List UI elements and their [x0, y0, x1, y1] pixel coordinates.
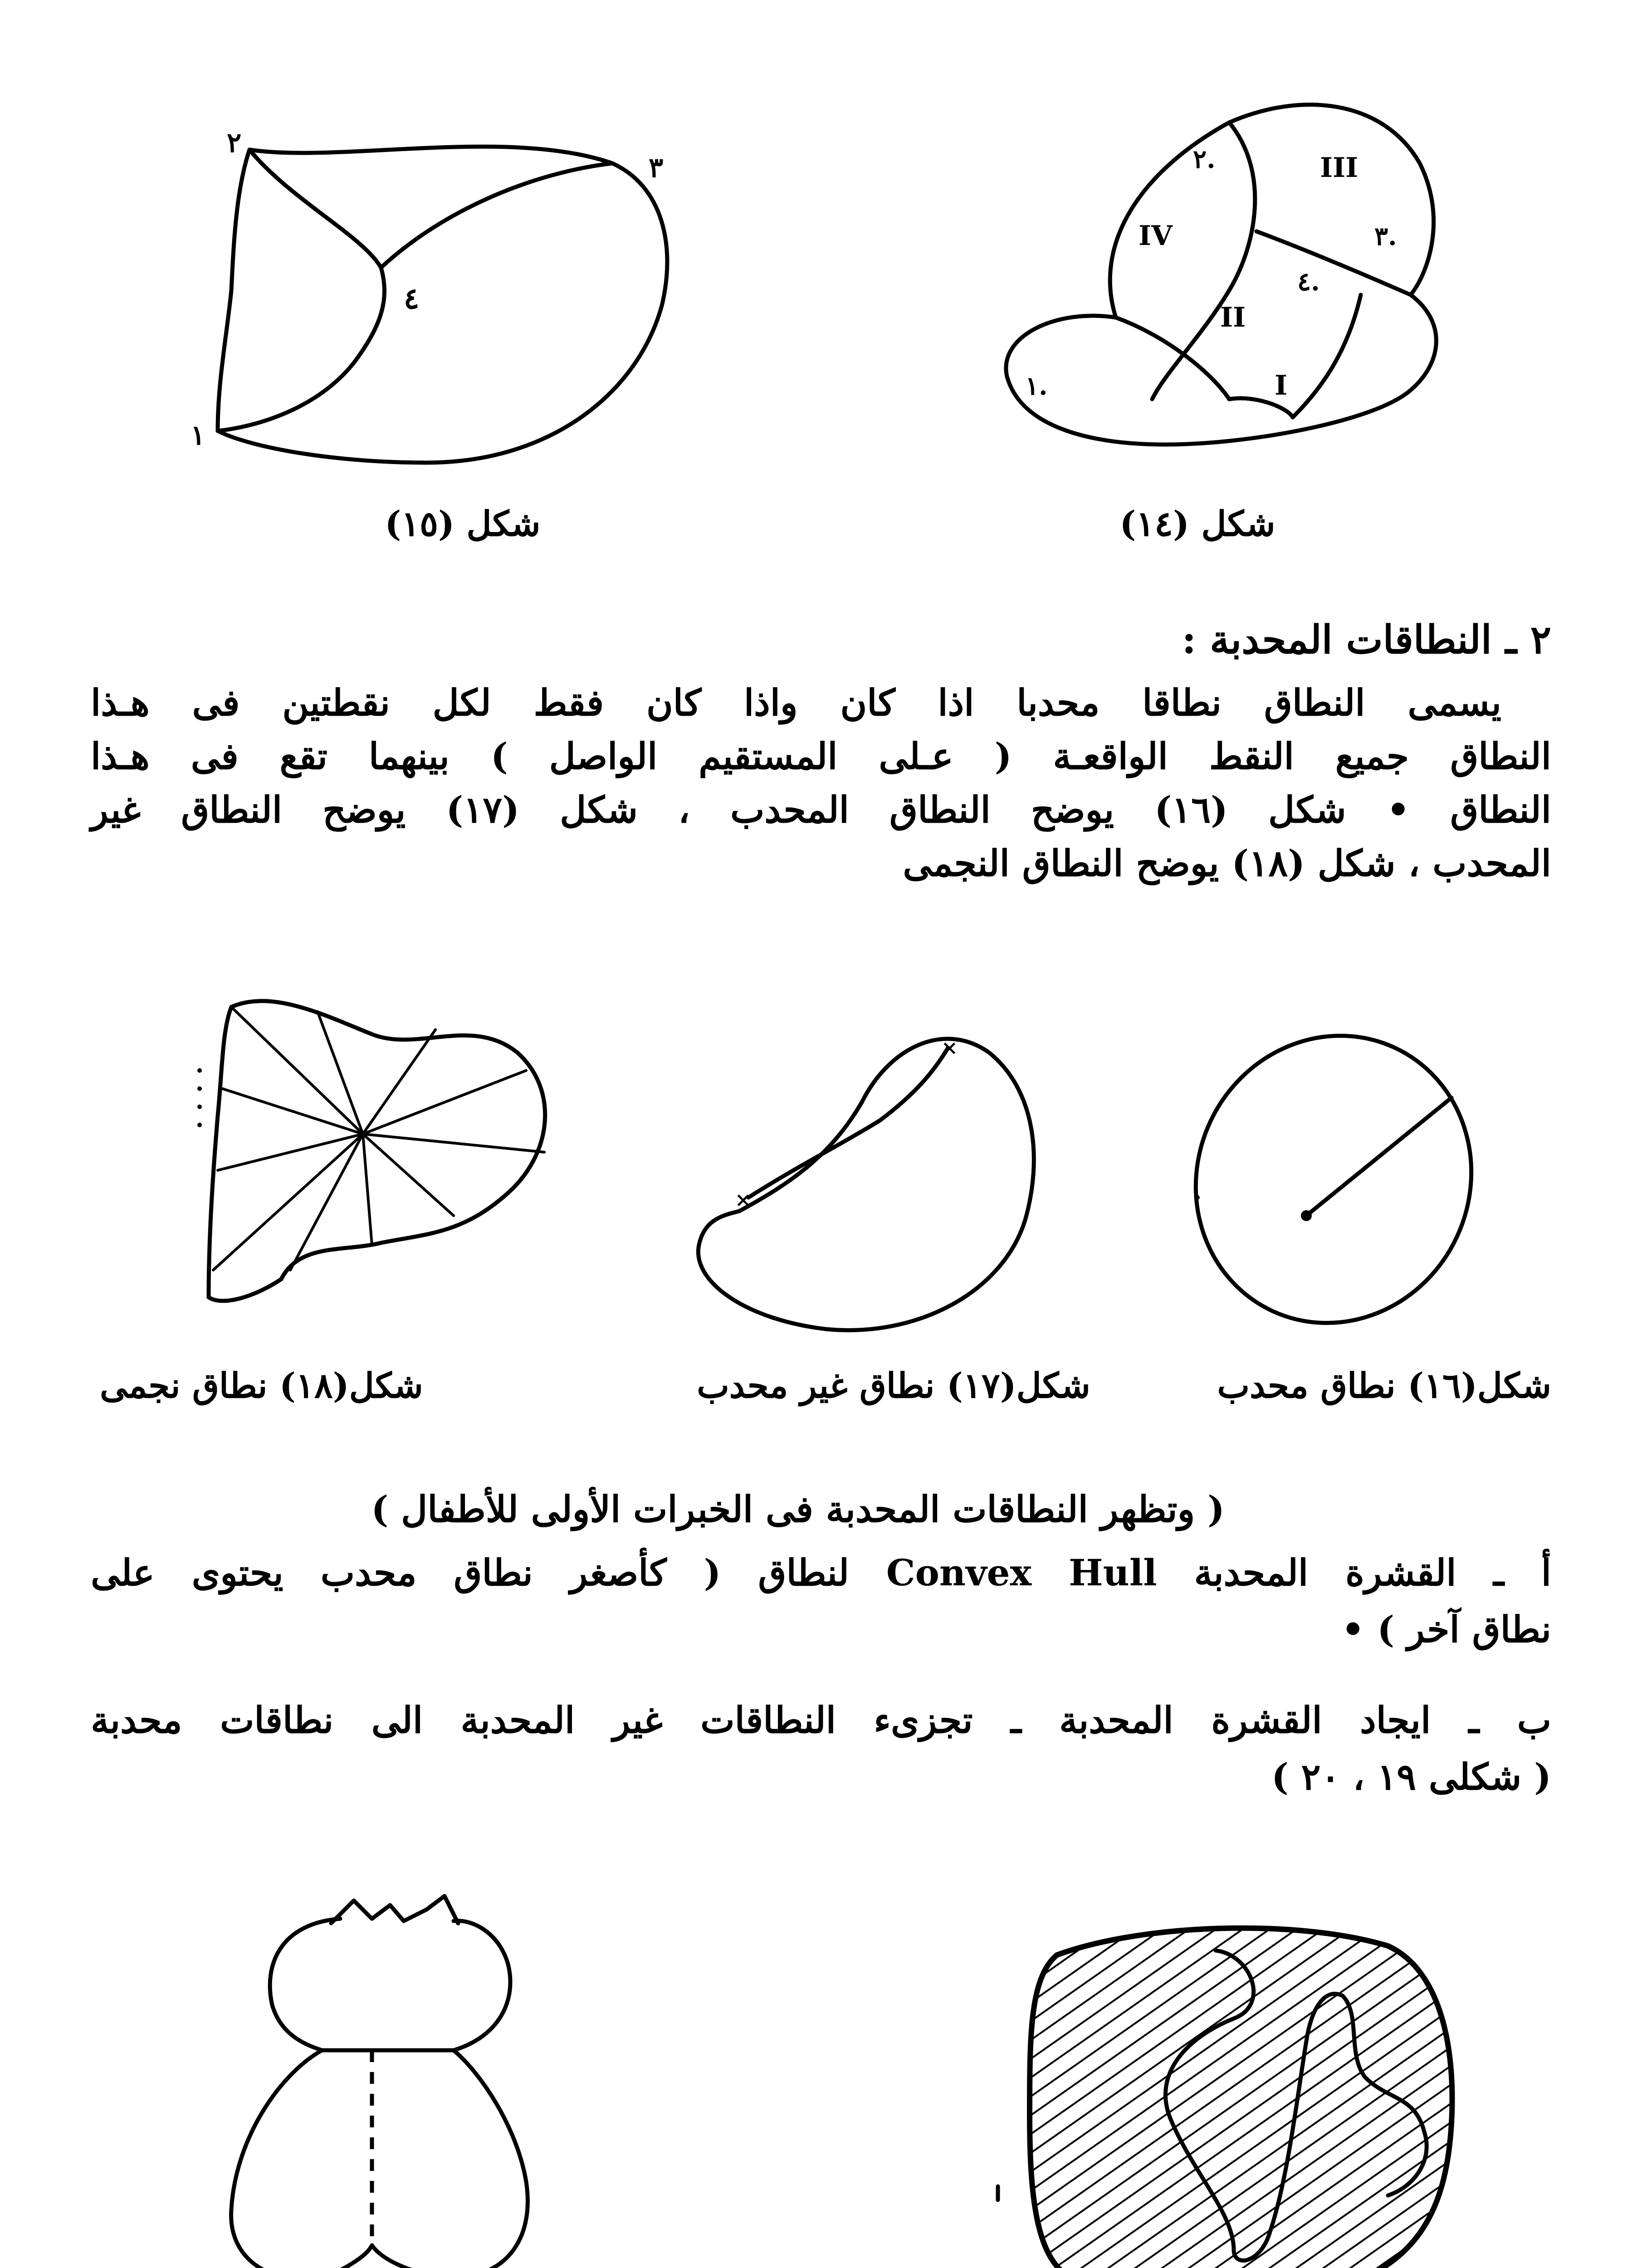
fig15-label-4: ٤ [404, 282, 420, 316]
fig14-label-2: ٢. [1193, 144, 1216, 174]
item-a-after: لنطاق ( كأصغر نطاق محدب يحتوى على [91, 1551, 849, 1594]
fig14-label-III: III [1320, 152, 1359, 184]
figure-14-diagram [975, 82, 1474, 472]
figure-18-diagram [181, 980, 590, 1325]
figure-18-caption: شكل(١٨) نطاق نجمى [100, 1365, 423, 1406]
fig15-label-3: ٣ [649, 152, 664, 184]
item-b-line-1: ب ـ ايجاد القشرة المحدبة ـ تجزىء النطاقات غير المحدبة الى نطاقات محدبة [91, 1699, 1551, 1741]
fig14-label-4: ٤. [1297, 267, 1320, 297]
fig14-label-IV: IV [1139, 220, 1173, 252]
paragraph-line-4: المحدب ، شكل (١٨) يوضح النطاق النجمى [903, 842, 1551, 885]
figure-17-caption: شكل(١٧) نطاق غير محدب [697, 1365, 1090, 1406]
figure-15-caption: شكل (١٥) [385, 503, 541, 544]
item-a-before: أ ـ القشرة المحدبة [1194, 1551, 1551, 1594]
paragraph-line-1: يسمى النطاق نطاقا محدبا اذا كان واذا كان فقط لكل نقطتين فى هـذا [91, 681, 1501, 724]
paragraph-line-3: النطاق • شكل (١٦) يوضح النطاق المحدب ، شكل (١٧) يوضح النطاق غير [91, 788, 1552, 831]
section-paragraph [91, 676, 1551, 890]
children-note: ( وتظهر النطاقات المحدبة فى الخبرات الأولى للأطفال ) [371, 1488, 1225, 1530]
fig17-point-marker-left: × [735, 1188, 752, 1212]
item-b-line-2: ( شكلى ١٩ ، ٢٠ ) [1271, 1755, 1551, 1798]
fig15-label-2: ٢ [227, 127, 242, 159]
item-a-line-1 [91, 1551, 1551, 1594]
fig17-point-marker-right: × [941, 1036, 958, 1060]
figure-16-diagram [1170, 1025, 1515, 1352]
fig14-label-I: I [1275, 370, 1288, 401]
section-heading: ٢ ـ النطاقات المحدبة : [1182, 617, 1551, 663]
fig14-label-1: ١. [1025, 371, 1048, 401]
figure-14-caption: شكل (١٤) [1119, 503, 1275, 544]
figure-19-diagram [980, 1905, 1479, 2268]
fig14-label-3: ٣. [1374, 221, 1397, 251]
fig15-label-1: ١ [191, 420, 205, 451]
item-a-term: Convex Hull [886, 1551, 1157, 1594]
fig14-label-II: II [1220, 302, 1246, 333]
item-a-line-2: نطاق آخر ) • [1341, 1608, 1551, 1651]
figure-20-diagram [191, 1882, 572, 2268]
figure-16-caption: شكل(١٦) نطاق محدب [1217, 1365, 1551, 1406]
figure-15-diagram [191, 109, 712, 499]
paragraph-line-2: النطاق جميع النقط الواقعـة ( عـلى المستقيم الواصل ) بينهما تقع فى هـذا [91, 735, 1551, 777]
figure-17-diagram [680, 1012, 1070, 1356]
